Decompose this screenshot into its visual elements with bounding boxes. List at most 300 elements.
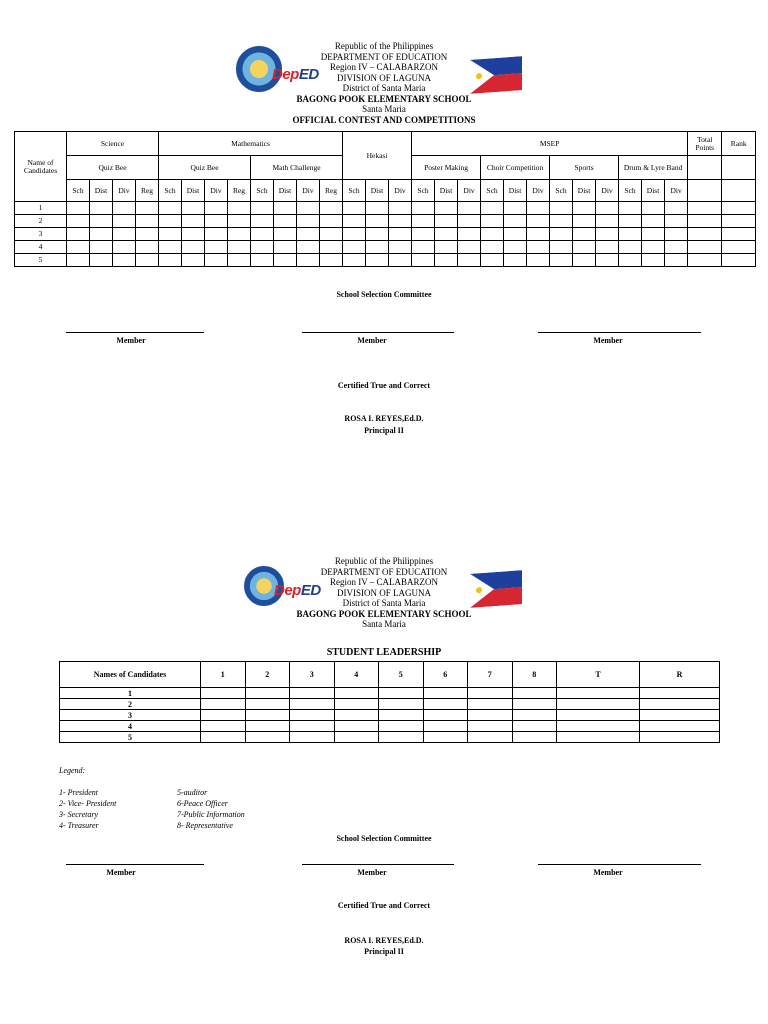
table-cell — [481, 202, 504, 215]
sub-header: Sch — [159, 180, 182, 202]
table-cell — [297, 241, 320, 254]
sub-header: Dist — [182, 180, 205, 202]
table-cell — [113, 215, 136, 228]
principal-title: Principal II — [364, 947, 404, 956]
table-cell — [527, 254, 550, 267]
table-cell — [504, 241, 527, 254]
col-header: 3 — [290, 662, 335, 688]
member-label: Member — [593, 868, 623, 877]
table-cell — [274, 254, 297, 267]
col-header: 7 — [468, 662, 513, 688]
hekasi-header: Hekasi — [343, 132, 412, 180]
table-cell — [642, 254, 665, 267]
table-cell — [481, 241, 504, 254]
table-cell — [619, 202, 642, 215]
table-cell — [182, 215, 205, 228]
sub-header: Div — [205, 180, 228, 202]
legend-right — [177, 787, 245, 831]
table-cell — [640, 721, 720, 732]
table-cell — [113, 202, 136, 215]
table-cell — [665, 254, 688, 267]
table-cell — [159, 241, 182, 254]
header-line: DEPARTMENT OF EDUCATION — [320, 51, 448, 62]
table-cell — [458, 202, 481, 215]
header-line: DIVISION OF LAGUNA — [337, 587, 431, 598]
sub-header: Div — [113, 180, 136, 202]
table-cell — [136, 254, 159, 267]
table-cell — [458, 241, 481, 254]
sub-header: Div — [596, 180, 619, 202]
empty-cell — [688, 156, 722, 180]
table-cell — [550, 228, 573, 241]
legend — [59, 765, 85, 776]
table-cell — [619, 228, 642, 241]
col-header: R — [640, 662, 720, 688]
signature-line — [66, 332, 204, 333]
table-cell — [573, 241, 596, 254]
table-cell — [412, 241, 435, 254]
member-label: Member — [116, 336, 146, 345]
table-cell — [228, 241, 251, 254]
table-cell — [557, 699, 640, 710]
table-cell — [389, 228, 412, 241]
sub-header: Div — [458, 180, 481, 202]
member-label: Member — [357, 868, 387, 877]
table-cell — [90, 241, 113, 254]
table-cell — [665, 228, 688, 241]
table-cell — [228, 202, 251, 215]
leadership-table-body — [60, 688, 720, 743]
table-cell — [468, 710, 513, 721]
sub-header: Dist — [90, 180, 113, 202]
table-cell — [343, 254, 366, 267]
sub-header-row — [15, 180, 756, 202]
table-cell — [722, 241, 756, 254]
header-line: District of Santa Maria — [342, 83, 426, 93]
table-cell — [642, 241, 665, 254]
table-row — [60, 721, 720, 732]
table-cell — [297, 254, 320, 267]
table-cell — [136, 228, 159, 241]
table-cell — [435, 254, 458, 267]
col-header: 8 — [512, 662, 557, 688]
table-cell — [334, 721, 379, 732]
table-cell — [320, 241, 343, 254]
table-cell — [665, 215, 688, 228]
table-cell — [504, 202, 527, 215]
table-cell — [512, 710, 557, 721]
table-cell — [379, 710, 424, 721]
table-cell — [557, 710, 640, 721]
table-cell — [435, 241, 458, 254]
table-cell — [527, 215, 550, 228]
header-line: Republic of the Philippines — [334, 556, 434, 566]
principal-title: Principal II — [364, 426, 404, 435]
sub-header: Dist — [274, 180, 297, 202]
header — [0, 41, 768, 125]
document-title: OFFICIAL CONTEST AND COMPETITIONS — [292, 114, 476, 125]
table-cell — [67, 202, 90, 215]
table-cell — [527, 202, 550, 215]
table-cell — [468, 688, 513, 699]
table-cell — [245, 699, 290, 710]
table-cell — [550, 215, 573, 228]
table-cell — [274, 215, 297, 228]
table-cell — [159, 202, 182, 215]
table-cell — [136, 202, 159, 215]
table-cell — [136, 241, 159, 254]
table-row — [15, 241, 756, 254]
table-cell — [504, 228, 527, 241]
table-row — [15, 228, 756, 241]
table-cell — [201, 721, 246, 732]
table-cell — [665, 241, 688, 254]
table-cell — [550, 254, 573, 267]
table-cell — [435, 215, 458, 228]
table-row — [15, 202, 756, 215]
table-cell — [640, 732, 720, 743]
table-cell — [113, 254, 136, 267]
table-cell — [320, 202, 343, 215]
town: Santa Maria — [362, 619, 406, 629]
rank-header: Rank — [722, 132, 756, 156]
table-cell — [389, 215, 412, 228]
table-cell — [389, 202, 412, 215]
table-cell — [290, 688, 335, 699]
table-cell — [468, 699, 513, 710]
table-cell — [640, 710, 720, 721]
sub-header: Dist — [435, 180, 458, 202]
table-cell — [90, 254, 113, 267]
principal-name: ROSA I. REYES,Ed.D. — [344, 414, 424, 423]
header-line: Region IV – CALABARZON — [329, 577, 439, 587]
table-cell — [379, 721, 424, 732]
sub-header: Dist — [642, 180, 665, 202]
row-number: 2 — [15, 215, 67, 228]
sub-header: Reg — [320, 180, 343, 202]
legend-item: 8- Representative — [177, 821, 233, 830]
legend-item: 3- Secretary — [59, 810, 99, 819]
table-cell — [90, 228, 113, 241]
legend-item: 4- Treasurer — [59, 821, 99, 830]
msep-header: MSEP — [412, 132, 688, 156]
table-cell — [435, 228, 458, 241]
table-cell — [182, 228, 205, 241]
table-cell — [468, 732, 513, 743]
table-cell — [481, 254, 504, 267]
table-cell — [201, 732, 246, 743]
candidates-header: Names of Candidates — [60, 662, 201, 688]
table-row — [15, 215, 756, 228]
legend-item: 6-Peace Officer — [177, 799, 228, 808]
sub-header: Sch — [412, 180, 435, 202]
table-cell — [642, 228, 665, 241]
table-cell — [557, 688, 640, 699]
table-cell — [423, 732, 468, 743]
table-cell — [136, 215, 159, 228]
table-cell — [297, 228, 320, 241]
table-cell — [320, 215, 343, 228]
table-cell — [596, 254, 619, 267]
table-cell — [343, 215, 366, 228]
table-cell — [201, 710, 246, 721]
deped-logo: DepED — [272, 66, 319, 83]
sub-header: Dist — [504, 180, 527, 202]
table-cell — [412, 202, 435, 215]
table-cell — [366, 215, 389, 228]
sub-header: Div — [389, 180, 412, 202]
table-cell — [640, 699, 720, 710]
table-cell — [182, 254, 205, 267]
table-cell — [412, 215, 435, 228]
certified-label: Certified True and Correct — [337, 381, 431, 390]
col-header: 1 — [201, 662, 246, 688]
table-row — [60, 732, 720, 743]
table-cell — [596, 202, 619, 215]
table-cell — [205, 241, 228, 254]
table-cell — [379, 688, 424, 699]
table-cell — [722, 228, 756, 241]
table-cell — [688, 254, 722, 267]
table-cell — [251, 241, 274, 254]
mathematics-header: Mathematics — [159, 132, 343, 156]
table-cell — [251, 215, 274, 228]
certified-label: Certified True and Correct — [337, 901, 431, 910]
table-cell — [458, 228, 481, 241]
header-line: DIVISION OF LAGUNA — [337, 72, 431, 83]
col-header: 4 — [334, 662, 379, 688]
sub-header: Dist — [366, 180, 389, 202]
science-header: Science — [67, 132, 159, 156]
table-cell — [366, 254, 389, 267]
table-cell — [423, 699, 468, 710]
signature-line — [66, 864, 204, 865]
table-cell — [573, 202, 596, 215]
table-cell — [527, 241, 550, 254]
sub-header: Sch — [481, 180, 504, 202]
table-cell — [343, 228, 366, 241]
committee-label: School Selection Committee — [336, 834, 432, 843]
table-cell — [435, 202, 458, 215]
sports: Sports — [550, 156, 619, 180]
table-cell — [334, 710, 379, 721]
table-cell — [205, 228, 228, 241]
legend-item: 5-auditor — [177, 788, 208, 797]
table-cell — [366, 228, 389, 241]
table-cell — [67, 254, 90, 267]
table-cell — [423, 721, 468, 732]
row-number: 1 — [15, 202, 67, 215]
legend-left — [59, 787, 116, 831]
table-cell — [550, 241, 573, 254]
table-cell — [366, 202, 389, 215]
table-cell — [688, 215, 722, 228]
table-cell — [688, 241, 722, 254]
table-cell — [573, 254, 596, 267]
table-cell — [228, 228, 251, 241]
table-cell — [389, 254, 412, 267]
row-number: 3 — [60, 710, 201, 721]
signature-line — [538, 864, 701, 865]
table-cell — [596, 228, 619, 241]
table-cell — [642, 215, 665, 228]
table-cell — [343, 241, 366, 254]
table-row — [60, 699, 720, 710]
table-cell — [389, 241, 412, 254]
table-cell — [274, 202, 297, 215]
table-cell — [67, 215, 90, 228]
empty-cell — [722, 180, 756, 202]
table-cell — [423, 688, 468, 699]
table-cell — [512, 721, 557, 732]
sub-header: Dist — [573, 180, 596, 202]
row-number: 4 — [15, 241, 67, 254]
table-cell — [596, 241, 619, 254]
table-cell — [290, 721, 335, 732]
table-cell — [722, 202, 756, 215]
town: Santa Maria — [362, 104, 406, 114]
table-cell — [201, 688, 246, 699]
table-cell — [297, 215, 320, 228]
table-cell — [251, 254, 274, 267]
table-cell — [573, 228, 596, 241]
legend-item: 2- Vice- President — [59, 799, 117, 808]
table-row — [60, 710, 720, 721]
header-line: District of Santa Maria — [342, 598, 426, 608]
table-cell — [205, 215, 228, 228]
table-cell — [245, 721, 290, 732]
table-cell — [159, 215, 182, 228]
table-cell — [205, 202, 228, 215]
table-cell — [458, 254, 481, 267]
table-cell — [366, 241, 389, 254]
sub-header: Sch — [67, 180, 90, 202]
table-cell — [182, 241, 205, 254]
table-cell — [557, 732, 640, 743]
header — [0, 556, 768, 630]
sub-header: Div — [297, 180, 320, 202]
table-cell — [619, 241, 642, 254]
table-cell — [90, 202, 113, 215]
table-cell — [228, 215, 251, 228]
table-cell — [550, 202, 573, 215]
table-cell — [228, 254, 251, 267]
table-cell — [504, 215, 527, 228]
table-cell — [290, 710, 335, 721]
drum-lyre-band: Drum & Lyre Band — [619, 156, 688, 180]
table-row — [60, 688, 720, 699]
table-cell — [512, 699, 557, 710]
table-cell — [67, 228, 90, 241]
table-cell — [504, 254, 527, 267]
table-cell — [665, 202, 688, 215]
table-cell — [113, 241, 136, 254]
total-points-header: Total Points — [688, 132, 722, 156]
math-challenge: Math Challenge — [251, 156, 343, 180]
table-cell — [412, 228, 435, 241]
table-cell — [688, 228, 722, 241]
table-row — [15, 254, 756, 267]
table-cell — [619, 254, 642, 267]
table-cell — [481, 215, 504, 228]
committee-label: School Selection Committee — [336, 290, 432, 299]
sub-header: Sch — [550, 180, 573, 202]
table-cell — [245, 710, 290, 721]
table-cell — [379, 732, 424, 743]
table-cell — [245, 688, 290, 699]
table-cell — [557, 721, 640, 732]
table-cell — [468, 721, 513, 732]
table-cell — [159, 228, 182, 241]
school-name: BAGONG POOK ELEMENTARY SCHOOL — [296, 608, 472, 619]
legend-item: 7-Public Information — [177, 810, 245, 819]
row-number: 3 — [15, 228, 67, 241]
table-cell — [274, 241, 297, 254]
table-cell — [722, 254, 756, 267]
table-cell — [201, 699, 246, 710]
col-header: 2 — [245, 662, 290, 688]
table-cell — [320, 254, 343, 267]
row-number: 5 — [60, 732, 201, 743]
header-line: Republic of the Philippines — [334, 41, 434, 51]
signature-line — [302, 332, 454, 333]
col-header: 5 — [379, 662, 424, 688]
deped-logo: DepED — [274, 582, 321, 599]
table-cell — [334, 732, 379, 743]
table-cell — [113, 228, 136, 241]
table-cell — [182, 202, 205, 215]
contest-table-body — [15, 202, 756, 267]
header-line: DEPARTMENT OF EDUCATION — [320, 566, 448, 577]
table-cell — [205, 254, 228, 267]
sub-header: Sch — [619, 180, 642, 202]
table-cell — [573, 215, 596, 228]
member-label: Member — [106, 868, 136, 877]
choir-competition: Choir Competition — [481, 156, 550, 180]
table-cell — [423, 710, 468, 721]
col-header: T — [557, 662, 640, 688]
legend-title: Legend: — [59, 766, 86, 775]
table-cell — [412, 254, 435, 267]
empty-cell — [722, 156, 756, 180]
table-cell — [596, 215, 619, 228]
header-line: Region IV – CALABARZON — [329, 62, 439, 72]
sub-header: Reg — [136, 180, 159, 202]
name-header: Name of Candidates — [15, 132, 67, 202]
sub-header: Div — [527, 180, 550, 202]
table-cell — [619, 215, 642, 228]
table-cell — [251, 202, 274, 215]
table-cell — [512, 688, 557, 699]
sub-header: Sch — [251, 180, 274, 202]
table-cell — [481, 228, 504, 241]
table-cell — [159, 254, 182, 267]
table-cell — [642, 202, 665, 215]
table-cell — [251, 228, 274, 241]
member-label: Member — [357, 336, 387, 345]
table-cell — [245, 732, 290, 743]
table-cell — [290, 732, 335, 743]
table-cell — [90, 215, 113, 228]
document-title: STUDENT LEADERSHIP — [326, 647, 442, 658]
table-cell — [722, 215, 756, 228]
signature-line — [302, 864, 454, 865]
member-label: Member — [593, 336, 623, 345]
table-cell — [67, 241, 90, 254]
row-number: 1 — [60, 688, 201, 699]
empty-cell — [688, 180, 722, 202]
sub-header: Sch — [343, 180, 366, 202]
